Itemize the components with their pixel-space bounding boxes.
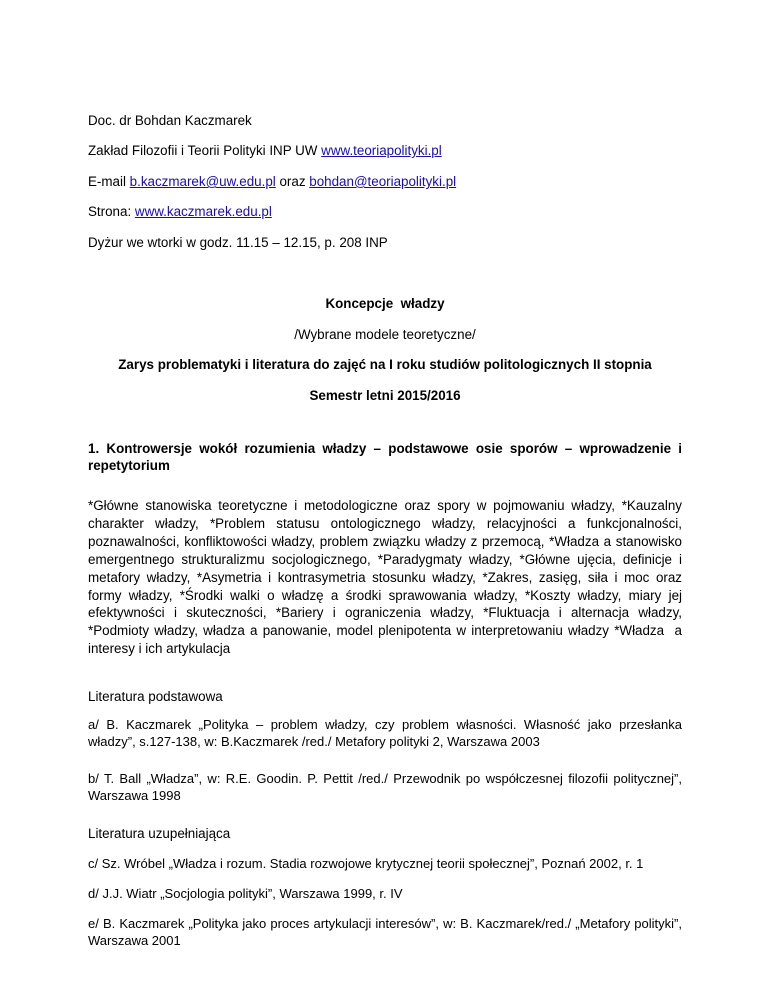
- course-description: Zarys problematyki i literatura do zajęć na I roku studiów politologicznych II stopnia: [118, 357, 652, 372]
- website-label: Strona:: [88, 204, 135, 219]
- email-link-uw[interactable]: b.kaczmarek@uw.edu.pl: [129, 174, 276, 189]
- email-link-teoriapolityki[interactable]: bohdan@teoriapolityki.pl: [309, 174, 457, 189]
- department-line: [88, 142, 682, 159]
- section-1-topics: *Główne stanowiska teoretyczne i metodologiczne oraz spory w pojmowaniu władzy, *Kauzalny charakter władzy, *Problem statusu ontologicznego władzy, relacyjności a funkcjonalności, poznawalności, konfliktowości władzy, problem związku władzy z przemocą, *Władza a stanowisko emergentnego strukturalizmu socjologicznego, *Paradygmaty władzy, *Główne ujęcia, definicje i metafory władzy, *Asymetria i kontrasymetria stosunku władzy, *Zakres, zasięg, siła i moc oraz formy władzy, *Środki walki o władzę a środki sprawowania władzy, *Koszty władzy, miary jej efektywności i skuteczności, *Bariery i ograniczenia władzy, *Fluktuacja i alternacja władzy, *Podmioty władzy, władza a panowanie, model plenipotenta w interpretowaniu władzy *Władza a interesy i ich artykulacja: [88, 498, 686, 657]
- department-text: Zakład Filozofii i Teorii Polityki INP UW: [88, 143, 322, 158]
- email-separator: oraz: [275, 174, 310, 189]
- supplementary-literature-item: d/ J.J. Wiatr „Socjologia polityki”, Warszawa 1999, r. IV: [88, 886, 403, 901]
- basic-literature-item: b/ T. Ball „Władza”, w: R.E. Goodin. P. Pettit /red./ Przewodnik po współczesnej filozofii politycznej”, Warszawa 1998: [88, 771, 682, 803]
- author-line: Doc. dr Bohdan Kaczmarek: [88, 113, 252, 128]
- email-label: E-mail: [88, 174, 130, 189]
- semester: Semestr letni 2015/2016: [309, 388, 461, 403]
- email-line: [88, 173, 682, 190]
- supplementary-literature-item: c/ Sz. Wróbel „Władza i rozum. Stadia rozwojowe krytycznej teorii społecznej”, Poznań 2002, r. 1: [88, 856, 644, 871]
- basic-literature-item: a/ B. Kaczmarek „Polityka – problem władzy, czy problem własności. Własność jako przesłanka władzy”, s.127-138, w: B.Kaczmarek /red./ Metafory polityki 2, Warszawa 2003: [88, 717, 682, 749]
- department-website-link[interactable]: www.teoriapolityki.pl: [321, 143, 442, 158]
- section-1-heading: 1. Kontrowersje wokół rozumienia władzy – podstawowe osie sporów – wprowadzenie i repetytorium: [88, 441, 682, 474]
- personal-website-link[interactable]: www.kaczmarek.edu.pl: [134, 204, 272, 219]
- course-title: Koncepcje władzy: [325, 296, 445, 311]
- basic-literature-label: Literatura podstawowa: [88, 689, 223, 704]
- office-hours: Dyżur we wtorki w godz. 11.15 – 12.15, p. 208 INP: [88, 235, 388, 250]
- website-line: [88, 203, 682, 220]
- supplementary-literature-item: e/ B. Kaczmarek „Polityka jako proces artykulacji interesów”, w: B. Kaczmarek/red./ „Metafory polityki”, Warszawa 2001: [88, 916, 682, 948]
- course-subtitle: /Wybrane modele teoretyczne/: [294, 327, 476, 342]
- supplementary-literature-label: Literatura uzupełniająca: [88, 826, 231, 841]
